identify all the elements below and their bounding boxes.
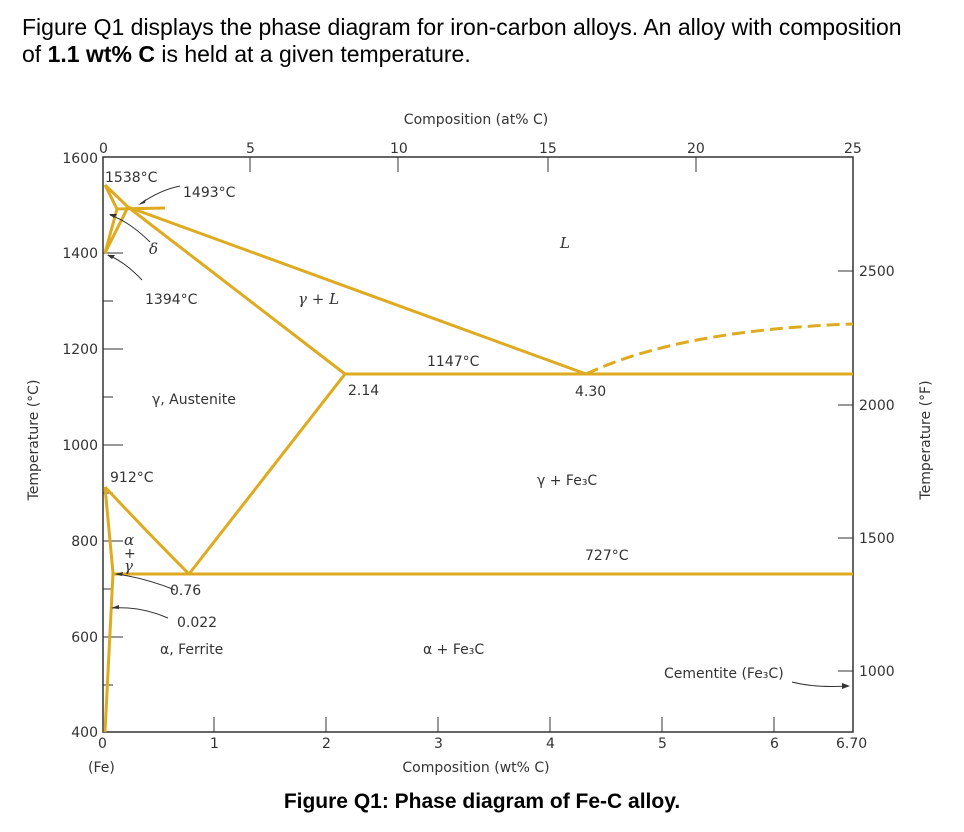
bottom-tick-2: 2 (322, 736, 331, 752)
label-alpha-fe3c: α + Fe₃C (423, 642, 485, 658)
label-ferrite: α, Ferrite (160, 642, 224, 658)
right-tick-1500: 1500 (859, 531, 895, 547)
a3-line (105, 487, 189, 574)
leader-1394 (108, 255, 142, 280)
label-0-76: 0.76 (170, 583, 202, 599)
left-tick-800: 800 (71, 534, 98, 550)
label-4-30: 4.30 (575, 384, 607, 400)
question-suffix: is held at a given temperature. (154, 41, 471, 67)
left-tick-600: 600 (71, 630, 98, 646)
bottom-sub-fe: (Fe) (88, 760, 115, 776)
label-1538: 1538°C (105, 170, 158, 186)
right-tick-1000: 1000 (859, 664, 895, 680)
right-tick-2000: 2000 (859, 398, 895, 414)
label-alpha-gamma-g: γ (124, 557, 133, 575)
top-tick-5: 5 (246, 141, 255, 157)
leader-lines (108, 186, 848, 687)
label-1493: 1493°C (183, 185, 236, 201)
question-composition: 1.1 wt% C (47, 41, 155, 67)
top-tick-20: 20 (687, 141, 705, 157)
bottom-tick-5: 5 (658, 736, 667, 752)
label-1147: 1147°C (427, 354, 480, 370)
label-cementite: Cementite (Fe₃C) (664, 666, 784, 682)
label-gamma-fe3c: γ + Fe₃C (537, 473, 598, 489)
left-tick-400: 400 (71, 725, 98, 741)
top-tick-25: 25 (844, 141, 862, 157)
label-austenite: γ, Austenite (152, 392, 236, 408)
top-tick-10: 10 (390, 141, 408, 157)
liquidus-fe3c-dashed (586, 324, 853, 374)
top-tick-marks (250, 157, 696, 172)
question-line-1: Figure Q1 displays the phase diagram for iron-carbon alloys. An alloy with composition (22, 14, 902, 40)
label-0-022: 0.022 (177, 615, 218, 631)
label-liquid: L (560, 234, 570, 252)
bottom-axis-title: Composition (wt% C) (402, 760, 550, 776)
left-tick-marks (103, 253, 123, 685)
bottom-tick-3: 3 (434, 736, 443, 752)
figure-caption: Figure Q1: Phase diagram of Fe-C alloy. (283, 790, 681, 813)
leader-cementite (792, 682, 848, 687)
leader-0022 (112, 608, 168, 618)
label-1394: 1394°C (145, 292, 198, 308)
delta-solidus (105, 185, 117, 209)
top-tick-0: 0 (99, 141, 108, 157)
leader-1493 (140, 186, 180, 204)
left-tick-1600: 1600 (62, 151, 98, 167)
top-axis-title: Composition (at% C) (403, 112, 549, 128)
bottom-tick-6-70: 6.70 (836, 736, 868, 752)
liquidus-gamma (128, 207, 586, 374)
top-tick-15: 15 (539, 141, 557, 157)
label-727: 727°C (585, 548, 629, 564)
label-912: 912°C (110, 470, 154, 486)
peritectic-line (117, 208, 165, 209)
right-tick-2500: 2500 (859, 264, 895, 280)
bottom-tick-4: 4 (546, 736, 555, 752)
label-gamma-l: γ + L (298, 290, 340, 308)
bottom-tick-1: 1 (210, 736, 219, 752)
label-alpha-gamma-a: α (124, 531, 135, 549)
bottom-tick-marks (214, 717, 774, 732)
label-alpha-gamma-plus: + (124, 546, 136, 562)
left-tick-1200: 1200 (62, 342, 98, 358)
bottom-tick-6: 6 (770, 736, 779, 752)
right-tick-marks (838, 271, 853, 671)
ferrite-solvus (105, 573, 113, 732)
leader-arrowheads (107, 199, 850, 689)
label-delta: δ (149, 240, 159, 258)
left-axis-title: Temperature (°C) (26, 379, 42, 501)
leader-076 (116, 574, 175, 590)
liquidus-delta-left (105, 185, 128, 207)
alpha-gamma-solvus (105, 487, 113, 573)
question-prefix: of (22, 41, 48, 67)
bottom-tick-0: 0 (98, 736, 107, 752)
label-2-14: 2.14 (348, 383, 380, 399)
right-axis-title: Temperature (°F) (918, 380, 934, 500)
left-tick-1000: 1000 (62, 438, 98, 454)
left-tick-1400: 1400 (62, 246, 98, 262)
